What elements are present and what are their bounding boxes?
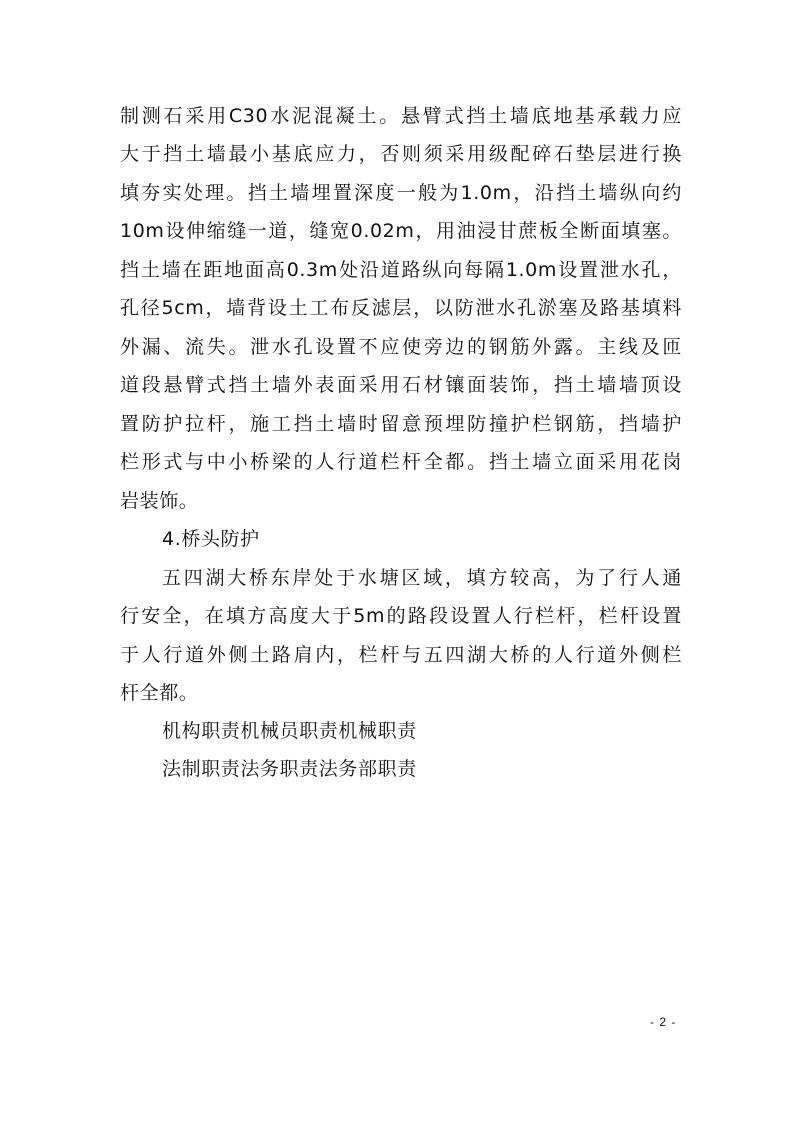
body-text-line: 五四湖大桥东岸处于水塘区域，填方较高，为了行人通 [162, 567, 682, 589]
body-text-line: 外漏、流失。泄水孔设置不应使旁边的钢筋外露。主线及匝 [120, 336, 682, 358]
body-text-line: 于人行道外侧土路肩内，栏杆与五四湖大桥的人行道外侧栏 [120, 644, 682, 666]
body-text-line: 岩装饰。 [120, 490, 199, 512]
body-text-line: 栏形式与中小桥梁的人行道栏杆全都。挡土墙立面采用花岗 [120, 451, 682, 473]
footer-text-line: 法制职责法务职责法务部职责 [162, 758, 417, 780]
body-text-line: 杆全都。 [120, 682, 199, 704]
body-text-line: 制测石采用C30水泥混凝土。悬臂式挡土墙底地基承载力应 [120, 105, 682, 127]
body-text-line: 置防护拉杆，施工挡土墙时留意预埋防撞护栏钢筋，挡墙护 [120, 413, 682, 435]
body-text-line: 孔径5cm，墙背设土工布反滤层，以防泄水孔淤塞及路基填料 [120, 297, 682, 319]
body-text-line: 填夯实处理。挡土墙埋置深度一般为1.0m，沿挡土墙纵向约 [120, 182, 682, 204]
page-number: - 2 - [650, 1015, 677, 1029]
body-text-line: 行安全，在填方高度大于5m的路段设置人行栏杆，栏杆设置 [120, 605, 682, 627]
footer-text-line: 机构职责机械员职责机械职责 [162, 720, 417, 742]
body-text-line: 道段悬臂式挡土墙外表面采用石材镶面装饰，挡土墙墙顶设 [120, 374, 682, 396]
body-text-line: 10m设伸缩缝一道，缝宽0.02m，用油浸甘蔗板全断面填塞。 [120, 220, 682, 242]
body-text-line: 挡土墙在距地面高0.3m处沿道路纵向每隔1.0m设置泄水孔， [120, 259, 682, 281]
section-heading: 4.桥头防护 [162, 528, 260, 550]
body-text-line: 大于挡土墙最小基底应力，否则须采用级配碎石垫层进行换 [120, 143, 682, 165]
